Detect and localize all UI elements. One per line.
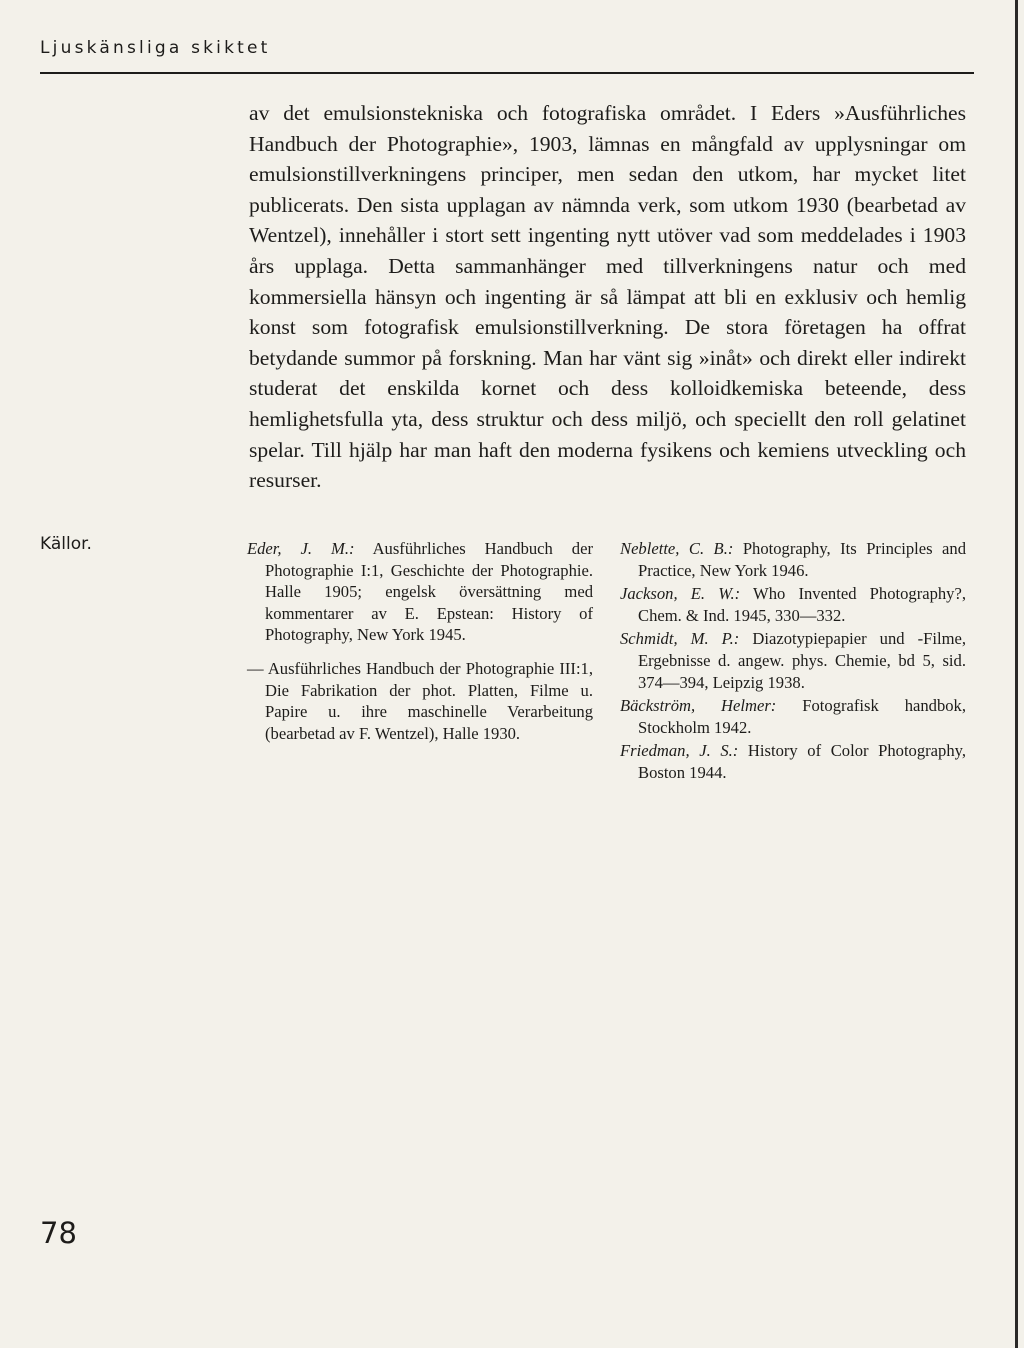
reference-author: Bäckström, Helmer: (620, 696, 777, 716)
reference-text: History of Color Photography, Boston 1944. (638, 741, 967, 782)
reference-entry (620, 628, 966, 693)
running-head: Ljuskänsliga skiktet (40, 38, 271, 58)
reference-entry (620, 583, 966, 626)
references-right-column (620, 538, 966, 786)
reference-author: Eder, J. M.: (247, 539, 355, 558)
header-rule (40, 72, 974, 74)
reference-text: Ausführliches Handbuch der Photographie I:1, Geschichte der Photographie. Halle 1905; engelsk översättning med kommentarer av E. Epstean: History of Photography, New York 1945. (265, 539, 593, 645)
reference-entry (620, 740, 966, 783)
reference-text: Photography, Its Principles and Practice, New York 1946. (638, 539, 966, 580)
reference-entry (620, 695, 966, 738)
reference-text: Who Invented Photography?, Chem. & Ind. 1945, 330—332. (638, 584, 966, 625)
reference-author: Schmidt, M. P.: (620, 629, 740, 649)
reference-author: Neblette, C. B.: (620, 539, 734, 558)
body-paragraph: av det emulsionstekniska och fotografiska området. I Eders »Ausführliches Handbuch der Photographie», 1903, lämnas en mångfald av upplysningar om emulsionstillverkningens principer, men sedan den utkom, har mycket litet publicerats. Den sista upplagan av nämnda verk, som utkom 1930 (bearbetad av Wentzel), innehåller i stort sett ingenting nytt utöver vad som meddelades i 1903 års upplaga. Detta sammanhänger med tillverkningens natur och med kommersiella hänsyn och ingenting är så lämpat att bli en exklusiv och hemlig konst som fotografisk emulsionstillverkning. De stora företagen ha offrat betydande summor på forskning. Man har vänt sig »inåt» och direkt eller indirekt studerat det enskilda kornet och dess kolloidkemiska beteende, dess hemlighetsfulla yta, dess struktur och dess miljö, och speciellt den roll gelatinet spelar. Till hjälp har man haft den moderna fysikens och kemiens utveckling och resurser. (249, 101, 966, 493)
reference-author: Friedman, J. S.: (620, 741, 739, 761)
reference-text: Fotografisk handbok, Stockholm 1942. (638, 696, 966, 737)
reference-entry (620, 538, 966, 581)
sources-heading: Källor. (40, 534, 92, 554)
reference-author: Jackson, E. W.: (620, 584, 741, 604)
page-edge (1015, 0, 1018, 1348)
reference-entry (247, 538, 593, 646)
page-number: 78 (40, 1216, 77, 1250)
reference-entry (247, 658, 593, 744)
references-left-column (247, 538, 593, 756)
reference-text: — Ausführliches Handbuch der Photographie III:1, Die Fabrikation der phot. Platten, Filme u. Papire u. ihre maschinelle Verarbeitung (bearbetad av F. Wentzel), Halle 1930. (247, 658, 593, 743)
reference-text: Diazotypiepapier und -Filme, Ergebnisse d. angew. phys. Chemie, bd 5, sid. 374—394, Leipzig 1938. (638, 629, 966, 692)
